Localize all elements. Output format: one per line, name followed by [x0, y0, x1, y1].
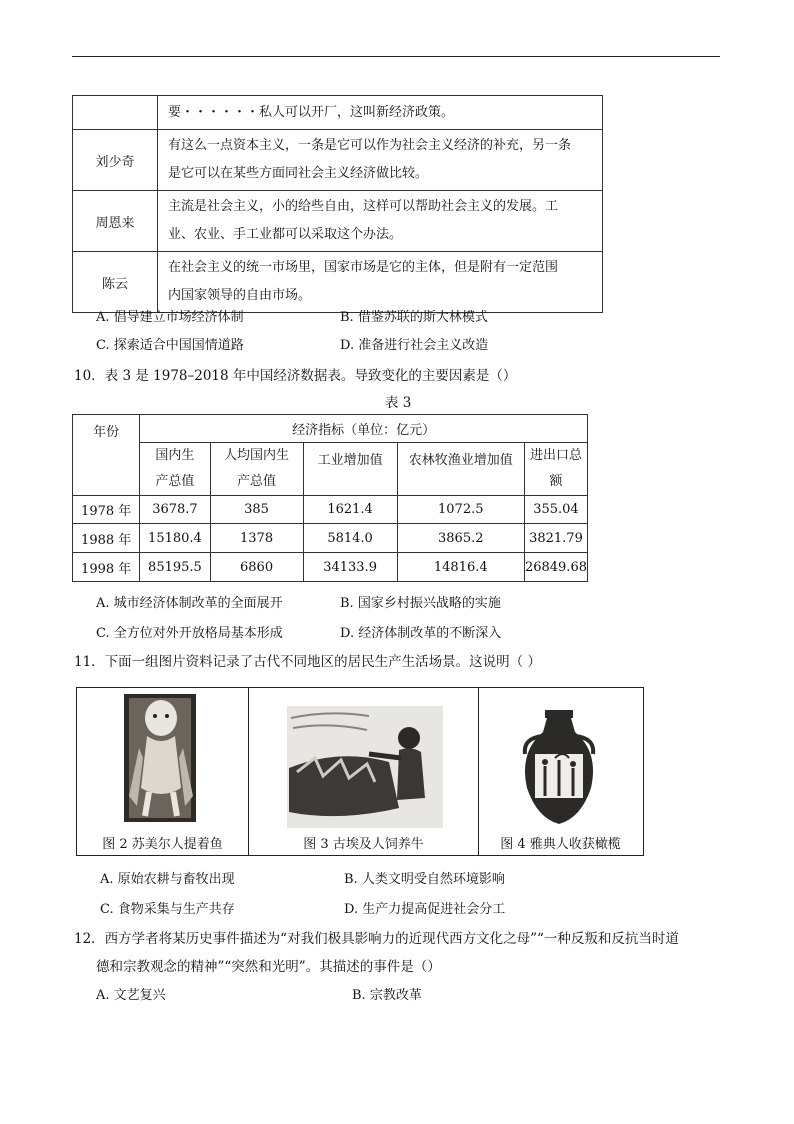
q12-stem-line1: 12．西方学者将某历史事件描述为“对我们极具影响力的近现代西方文化之母”“一种反叛和反抗当时道 — [74, 931, 679, 947]
q10-stem: 10．表 3 是 1978–2018 年中国经济数据表。导致变化的主要因素是（） — [74, 368, 517, 384]
q10-option-d[interactable]: D. 经济体制改革的不断深入 — [340, 626, 502, 641]
sumerian-carrying-fish-illustration — [77, 688, 247, 833]
speaker-cell: 刘少奇 — [73, 130, 158, 191]
q10-option-a[interactable]: A. 城市经济体制改革的全面展开 — [96, 596, 283, 611]
figure-2-panel — [77, 688, 249, 855]
col-header: 工业增加值 — [303, 443, 397, 496]
egyptian-feeding-cattle-illustration — [249, 688, 477, 833]
athenian-amphora-illustration — [479, 688, 639, 833]
col-header: 农林牧渔业增加值 — [397, 443, 524, 496]
col-header: 人均国内生 产总值 — [210, 443, 303, 496]
figure-panel-group — [76, 687, 644, 856]
figure-3-caption: 图 3 古埃及人饲养牛 — [303, 837, 424, 852]
q10-option-b[interactable]: B. 国家乡村振兴战略的实施 — [340, 596, 501, 611]
quote-cell: 在社会主义的统一市场里，国家市场是它的主体，但是附有一定范围 内国家领导的自由市场。 — [158, 252, 603, 313]
indicator-group-header: 经济指标（单位：亿元） — [140, 415, 588, 443]
q11-stem: 11．下面一组图片资料记录了古代不同地区的居民生产生活场景。这说明（ ） — [74, 654, 541, 670]
figure-3-panel — [249, 688, 479, 855]
table-row — [73, 252, 603, 313]
q11-option-a[interactable]: A. 原始农耕与畜牧出现 — [100, 872, 235, 887]
q9-option-d[interactable]: D. 准备进行社会主义改造 — [340, 338, 489, 353]
speaker-cell: 周恩来 — [73, 191, 158, 252]
q9-option-c[interactable]: C. 探索适合中国国情道路 — [96, 338, 244, 353]
table-row — [73, 96, 603, 130]
q12-option-b[interactable]: B. 宗教改革 — [352, 988, 422, 1003]
figure-2-caption: 图 2 苏美尔人提着鱼 — [102, 837, 223, 852]
table-row — [73, 191, 603, 252]
q11-option-c[interactable]: C. 食物采集与生产共存 — [100, 902, 235, 917]
header-rule — [72, 56, 720, 57]
q10-option-c[interactable]: C. 全方位对外开放格局基本形成 — [96, 626, 283, 641]
year-header: 年份 — [73, 415, 140, 496]
figure-4-caption: 图 4 雅典人收获橄榄 — [500, 837, 621, 852]
quote-table — [72, 95, 603, 313]
economic-data-table — [72, 414, 588, 582]
col-header: 进出口总 额 — [524, 443, 587, 496]
quote-cell: 要・・・・・・私人可以开厂，这叫新经济政策。 — [158, 96, 603, 130]
q9-option-a[interactable]: A. 倡导建立市场经济体制 — [96, 310, 244, 325]
q11-option-d[interactable]: D. 生产力提高促进社会分工 — [344, 902, 506, 917]
table-row: 1988 年 15180.4 1378 5814.0 3865.2 3821.79 — [73, 524, 588, 553]
speaker-cell: 陈云 — [73, 252, 158, 313]
q12-stem-line2: 德和宗教观念的精神”“突然和光明”。其描述的事件是（） — [96, 959, 441, 975]
q12-option-a[interactable]: A. 文艺复兴 — [96, 988, 166, 1003]
figure-4-panel — [479, 688, 642, 855]
table-row: 1978 年 3678.7 385 1621.4 1072.5 355.04 — [73, 496, 588, 524]
table-title: 表 3 — [385, 395, 412, 411]
table-row: 1998 年 85195.5 6860 34133.9 14816.4 26849.68 — [73, 553, 588, 582]
table-row — [73, 130, 603, 191]
col-header: 国内生 产总值 — [140, 443, 210, 496]
quote-cell: 有这么一点资本主义，一条是它可以作为社会主义经济的补充，另一条 是它可以在某些方面同社会主义经济做比较。 — [158, 130, 603, 191]
speaker-cell — [73, 96, 158, 130]
quote-cell: 主流是社会主义，小的给些自由，这样可以帮助社会主义的发展。工 业、农业、手工业都可以采取这个办法。 — [158, 191, 603, 252]
q11-option-b[interactable]: B. 人类文明受自然环境影响 — [344, 872, 505, 887]
q9-option-b[interactable]: B. 借鉴苏联的斯大林模式 — [340, 310, 488, 325]
